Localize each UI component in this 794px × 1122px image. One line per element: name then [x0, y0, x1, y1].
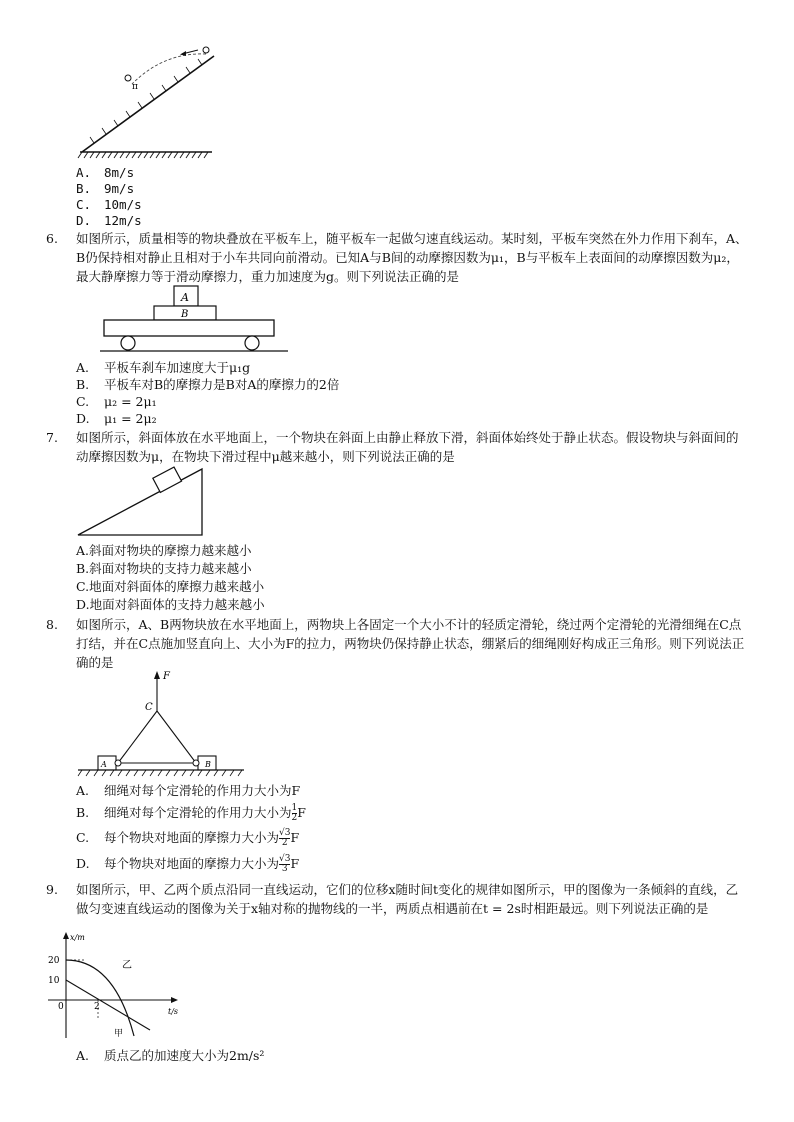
q9-origin: 0	[58, 1002, 64, 1012]
q7-stem: 如图所示，斜面体放在水平地面上，一个物块在斜面上由静止释放下滑，斜面体始终处于静止状态。假设物块与斜面间的动摩擦因数为μ，在物块下滑过程中μ越来越小，则下列说法正确的是	[76, 430, 739, 464]
q7-incline-diagram	[74, 465, 214, 540]
q8-number: 8.	[46, 617, 58, 632]
q6-cart-diagram	[100, 282, 290, 354]
q7-option-b[interactable]: B.斜面对物块的支持力越来越小	[76, 561, 252, 576]
q8-option-d[interactable]: D. 每个物块对地面的摩擦力大小为 $\frac{√3}{3}$ F	[76, 854, 300, 874]
q9-tick-y-10: 10	[48, 976, 60, 986]
q8-option-c[interactable]: C. 每个物块对地面的摩擦力大小为 $\frac{√3}{2}$ F	[76, 828, 300, 848]
q5-option-d[interactable]: D. 12m/s	[76, 213, 142, 228]
q9-label-yi: 乙	[122, 960, 132, 971]
q6-block-b-label: B	[181, 309, 189, 320]
q9-xlabel: t/s	[168, 1007, 179, 1016]
q6-number: 6.	[46, 231, 58, 246]
q8-option-b-fraction: $\frac{1}{2}$	[291, 803, 298, 823]
q8-option-a[interactable]: A. 细绳对每个定滑轮的作用力大小为F	[76, 783, 301, 798]
q5-option-c[interactable]: C. 10m/s	[76, 197, 142, 212]
q9-ylabel: x/m	[70, 933, 85, 942]
q5-option-b[interactable]: B. 9m/s	[76, 181, 135, 196]
q9-option-a[interactable]: A. 质点乙的加速度大小为2m/s²	[76, 1048, 265, 1063]
q8-stem: 如图所示，A、B两物块放在水平地面上，两物块上各固定一个大小不计的轻质定滑轮，绕过两个定滑轮的光滑细绳在C点打结，并在C点施加竖直向上、大小为F的拉力，两物块仍保持静止状态，绷紧后的细绳刚好构成正三角形。则下列说法正确的是	[76, 617, 745, 670]
q9-tick-x-2: 2	[94, 1002, 100, 1012]
q8-force-label: F	[163, 671, 170, 682]
q5-incline-diagram	[74, 40, 219, 160]
q8-block-a-label: A	[101, 760, 107, 769]
q6-stem: 如图所示，质量相等的物块叠放在平板车上，随平板车一起做匀速直线运动。某时刻，平板车突然在外力作用下刹车，A、B仍保持相对静止且相对于小车共同向前滑动。已知A与B间的动摩擦因数为μ₁，B与平板车上表面间的动摩擦因数为μ₂，最大静摩擦力等于滑动摩擦力，重力加速度为g。则下列说法正确的是	[76, 231, 748, 284]
q6-option-a[interactable]: A. 平板车刹车加速度大于μ₁g	[76, 360, 251, 375]
q5-lower-label: π	[132, 82, 138, 92]
q8-option-b[interactable]: B. 细绳对每个定滑轮的作用力大小为 $\frac{1}{2}$ F	[76, 803, 306, 823]
q7-option-c[interactable]: C.地面对斜面体的摩擦力越来越小	[76, 579, 265, 594]
q8-block-b-label: B	[205, 760, 211, 769]
q8-triangle-diagram	[74, 665, 249, 780]
q9-tick-y-20: 20	[48, 956, 60, 966]
q8-option-c-fraction: $\frac{√3}{2}$	[279, 828, 291, 848]
q6-option-c[interactable]: C. μ₂ = 2μ₁	[76, 394, 157, 409]
q5-option-a[interactable]: A. 8m/s	[76, 165, 135, 180]
q8-knot-label: C	[145, 702, 153, 713]
q8-option-d-fraction: $\frac{√3}{3}$	[279, 854, 291, 874]
q6-option-b[interactable]: B. 平板车对B的摩擦力是B对A的摩擦力的2倍	[76, 377, 340, 392]
q6-option-d[interactable]: D. μ₁ = 2μ₂	[76, 411, 157, 426]
q7-option-a[interactable]: A.斜面对物块的摩擦力越来越小	[76, 543, 252, 558]
q9-xt-graph	[44, 930, 184, 1042]
q7-number: 7.	[46, 430, 58, 445]
q6-block-a-label: A	[181, 291, 189, 304]
q9-label-jia: 甲	[114, 1029, 124, 1039]
q7-option-d[interactable]: D.地面对斜面体的支持力越来越小	[76, 597, 265, 612]
q9-number: 9.	[46, 882, 58, 897]
q9-stem: 如图所示，甲、乙两个质点沿同一直线运动，它们的位移x随时间t变化的规律如图所示，甲的图像为一条倾斜的直线，乙做匀变速直线运动的图像为关于x轴对称的抛物线的一半，两质点相遇前在t = 2s时相距最远。则下列说法正确的是	[76, 882, 739, 916]
